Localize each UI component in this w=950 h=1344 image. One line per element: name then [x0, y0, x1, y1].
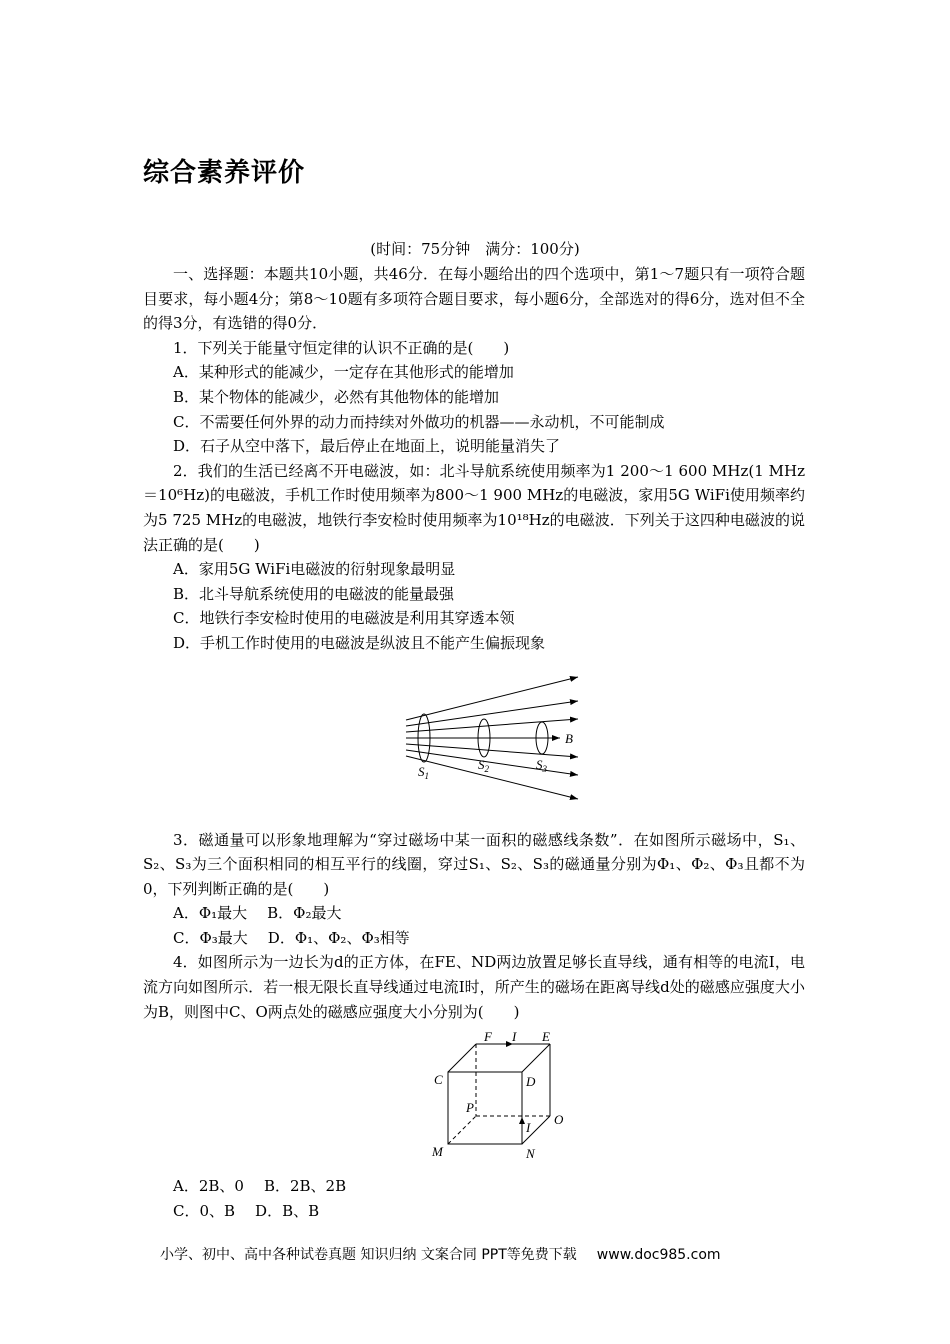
q1-option-d: D．石子从空中落下，最后停止在地面上，说明能量消失了: [173, 437, 561, 456]
q2-option-b: B．北斗导航系统使用的电磁波的能量最强: [173, 584, 455, 603]
label-f: F: [484, 1030, 492, 1045]
label-s2: $S_2$: [478, 756, 489, 774]
q4-option-d: D．B、B: [255, 1201, 320, 1220]
footer-text: 小学、初中、高中各种试卷真题 知识归纳 文案合同 PPT等免费下载: [160, 1247, 577, 1263]
field-lines: [406, 677, 578, 799]
q1-option-c: C．不需要任何外界的动力而持续对外做功的机器——永动机，不可能制成: [173, 412, 665, 431]
label-i-top: I: [512, 1030, 517, 1045]
page-footer: [160, 1244, 721, 1264]
q4-option-c: C．0、B: [173, 1201, 236, 1220]
q1-stem: 1．下列关于能量守恒定律的认识不正确的是( ): [173, 338, 510, 357]
label-d: D: [526, 1074, 536, 1090]
q3-options-ab: [143, 901, 805, 926]
q4-stem: 4．如图所示为一边长为d的正方体，在FE、ND两边放置足够长直导线，通有相等的电流I，电流方向如图所示．若一根无限长直导线通过电流I时，所产生的磁场在距离导线d处的磁感应强度大小为B，则图中C、O两点处的磁感应强度大小分别为( ): [143, 953, 805, 1021]
label-o: O: [554, 1112, 564, 1128]
q4-options-cd: [143, 1199, 805, 1224]
section-instructions: 一、选择题：本题共10小题，共46分．在每小题给出的四个选项中，第1～7题只有一项符合题目要求，每小题4分；第8～10题有多项符合题目要求，每小题6分，全部选对的得6分，选对但不全的得3分，有选错的得0分．: [143, 265, 805, 333]
label-c: C: [434, 1072, 443, 1088]
q4-option-b: B．2B、2B: [263, 1177, 347, 1196]
label-e: E: [542, 1030, 550, 1045]
exam-meta: (时间：75分钟 满分：100分): [370, 240, 580, 258]
q2-option-c: C．地铁行李安检时使用的电磁波是利用其穿透本领: [173, 609, 515, 628]
cube-edges: [448, 1044, 550, 1144]
exam-body: [143, 262, 805, 1223]
q3-option-a: A．Φ₁最大: [173, 904, 248, 923]
q2-stem: 2．我们的生活已经离不开电磁波，如：北斗导航系统使用频率为1 200～1 600 MHz(1 MHz＝10⁶Hz)的电磁波，手机工作时使用频率为800～1 900 MHz的电磁波，家用5G WiFi使用频率约为5 725 MHz的电磁波，地铁行李安检时使用频率为10¹⁸Hz的电磁波．下列关于这四种电磁波的说法正确的是( ): [143, 461, 805, 554]
label-m: M: [432, 1144, 443, 1160]
label-s3: $S_3$: [536, 756, 547, 774]
q1-option-b: B．某个物体的能减少，必然有其他物体的能增加: [173, 387, 500, 406]
q3-option-b: B．Φ₂最大: [267, 904, 342, 923]
q2-option-d: D．手机工作时使用的电磁波是纵波且不能产生偏振现象: [173, 633, 546, 652]
q3-options-cd: [143, 926, 805, 951]
q2-option-a: A．家用5G WiFi电磁波的衍射现象最明显: [173, 560, 456, 579]
footer-url[interactable]: www.doc985.com: [596, 1247, 721, 1263]
label-n: N: [526, 1146, 535, 1161]
q4-option-a: A．2B、0: [173, 1177, 244, 1196]
label-i-mid: I: [526, 1120, 531, 1136]
q3-option-c: C．Φ₃最大: [173, 928, 248, 947]
q4-options-ab: [143, 1174, 805, 1199]
label-s1: $S_1$: [418, 763, 429, 781]
q1-option-a: A．某种形式的能减少，一定存在其他形式的能增加: [173, 363, 514, 382]
page-title: 综合素养评价: [143, 158, 306, 188]
label-p: P: [466, 1100, 474, 1116]
label-b: B: [565, 730, 573, 746]
q3-stem: 3．磁通量可以形象地理解为“穿过磁场中某一面积的磁感线条数”．在如图所示磁场中，S₁、S₂、S₃为三个面积相同的相互平行的线圈，穿过S₁、S₂、S₃的磁通量分别为Φ₁、Φ₂、Φ₃且都不为0，下列判断正确的是( ): [143, 830, 805, 898]
q3-option-d: D．Φ₁、Φ₂、Φ₃相等: [267, 928, 410, 947]
magnetic-field-figure: [398, 674, 588, 802]
cube-figure: [428, 1030, 568, 1160]
